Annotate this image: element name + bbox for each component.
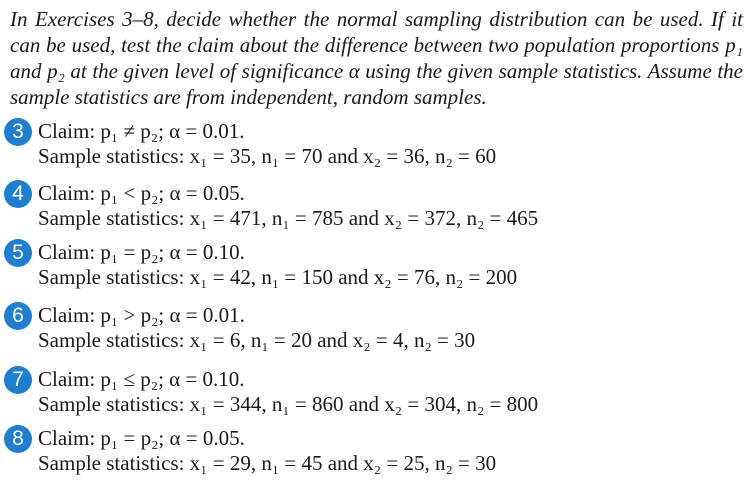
exercise-3 [0,118,753,176]
exercise-number-badge: 8 [4,425,32,453]
exercise-sample-statistics: Sample statistics: x₁ = 344, n₁ = 860 and x₂ = 304, n₂ = 800 [38,392,539,416]
exercise-sample-statistics: Sample statistics: x₁ = 29, n₁ = 45 and x₂ = 25, n₂ = 30 [38,451,497,475]
exercise-6 [0,302,753,360]
exercise-claim: Claim: p₁ = p₂; α = 0.10. [38,240,245,264]
exercise-8 [0,425,753,483]
exercise-4 [0,180,753,238]
exercise-number-badge: 6 [4,302,32,330]
exercise-sample-statistics: Sample statistics: x₁ = 35, n₁ = 70 and x₂ = 36, n₂ = 60 [38,144,497,168]
exercise-number-badge: 3 [4,118,32,146]
exercise-number-badge: 4 [4,180,32,208]
exercise-claim: Claim: p₁ ≤ p₂; α = 0.10. [38,367,245,391]
exercise-sample-statistics: Sample statistics: x₁ = 471, n₁ = 785 and x₂ = 372, n₂ = 465 [38,206,539,230]
exercise-7 [0,366,753,424]
exercise-claim: Claim: p₁ ≠ p₂; α = 0.01. [38,119,245,143]
exercise-claim: Claim: p₁ = p₂; α = 0.05. [38,426,245,450]
exercise-claim: Claim: p₁ > p₂; α = 0.01. [38,303,245,327]
exercise-number-badge: 7 [4,366,32,394]
exercise-claim: Claim: p₁ < p₂; α = 0.05. [38,181,245,205]
exercise-number-badge: 5 [4,239,32,267]
exercise-sample-statistics: Sample statistics: x₁ = 6, n₁ = 20 and x₂ = 4, n₂ = 30 [38,328,476,352]
exercise-sample-statistics: Sample statistics: x₁ = 42, n₁ = 150 and x₂ = 76, n₂ = 200 [38,265,518,289]
exercise-5 [0,239,753,297]
exercise-instructions: In Exercises 3–8, decide whether the normal sampling distribution can be used. If it can be used, test the claim about the difference between two population proportions p₁ and p₂ at the given level of significance α using the given sample statistics. Assume the sample statistics are from independent, random samples. [10,7,743,109]
